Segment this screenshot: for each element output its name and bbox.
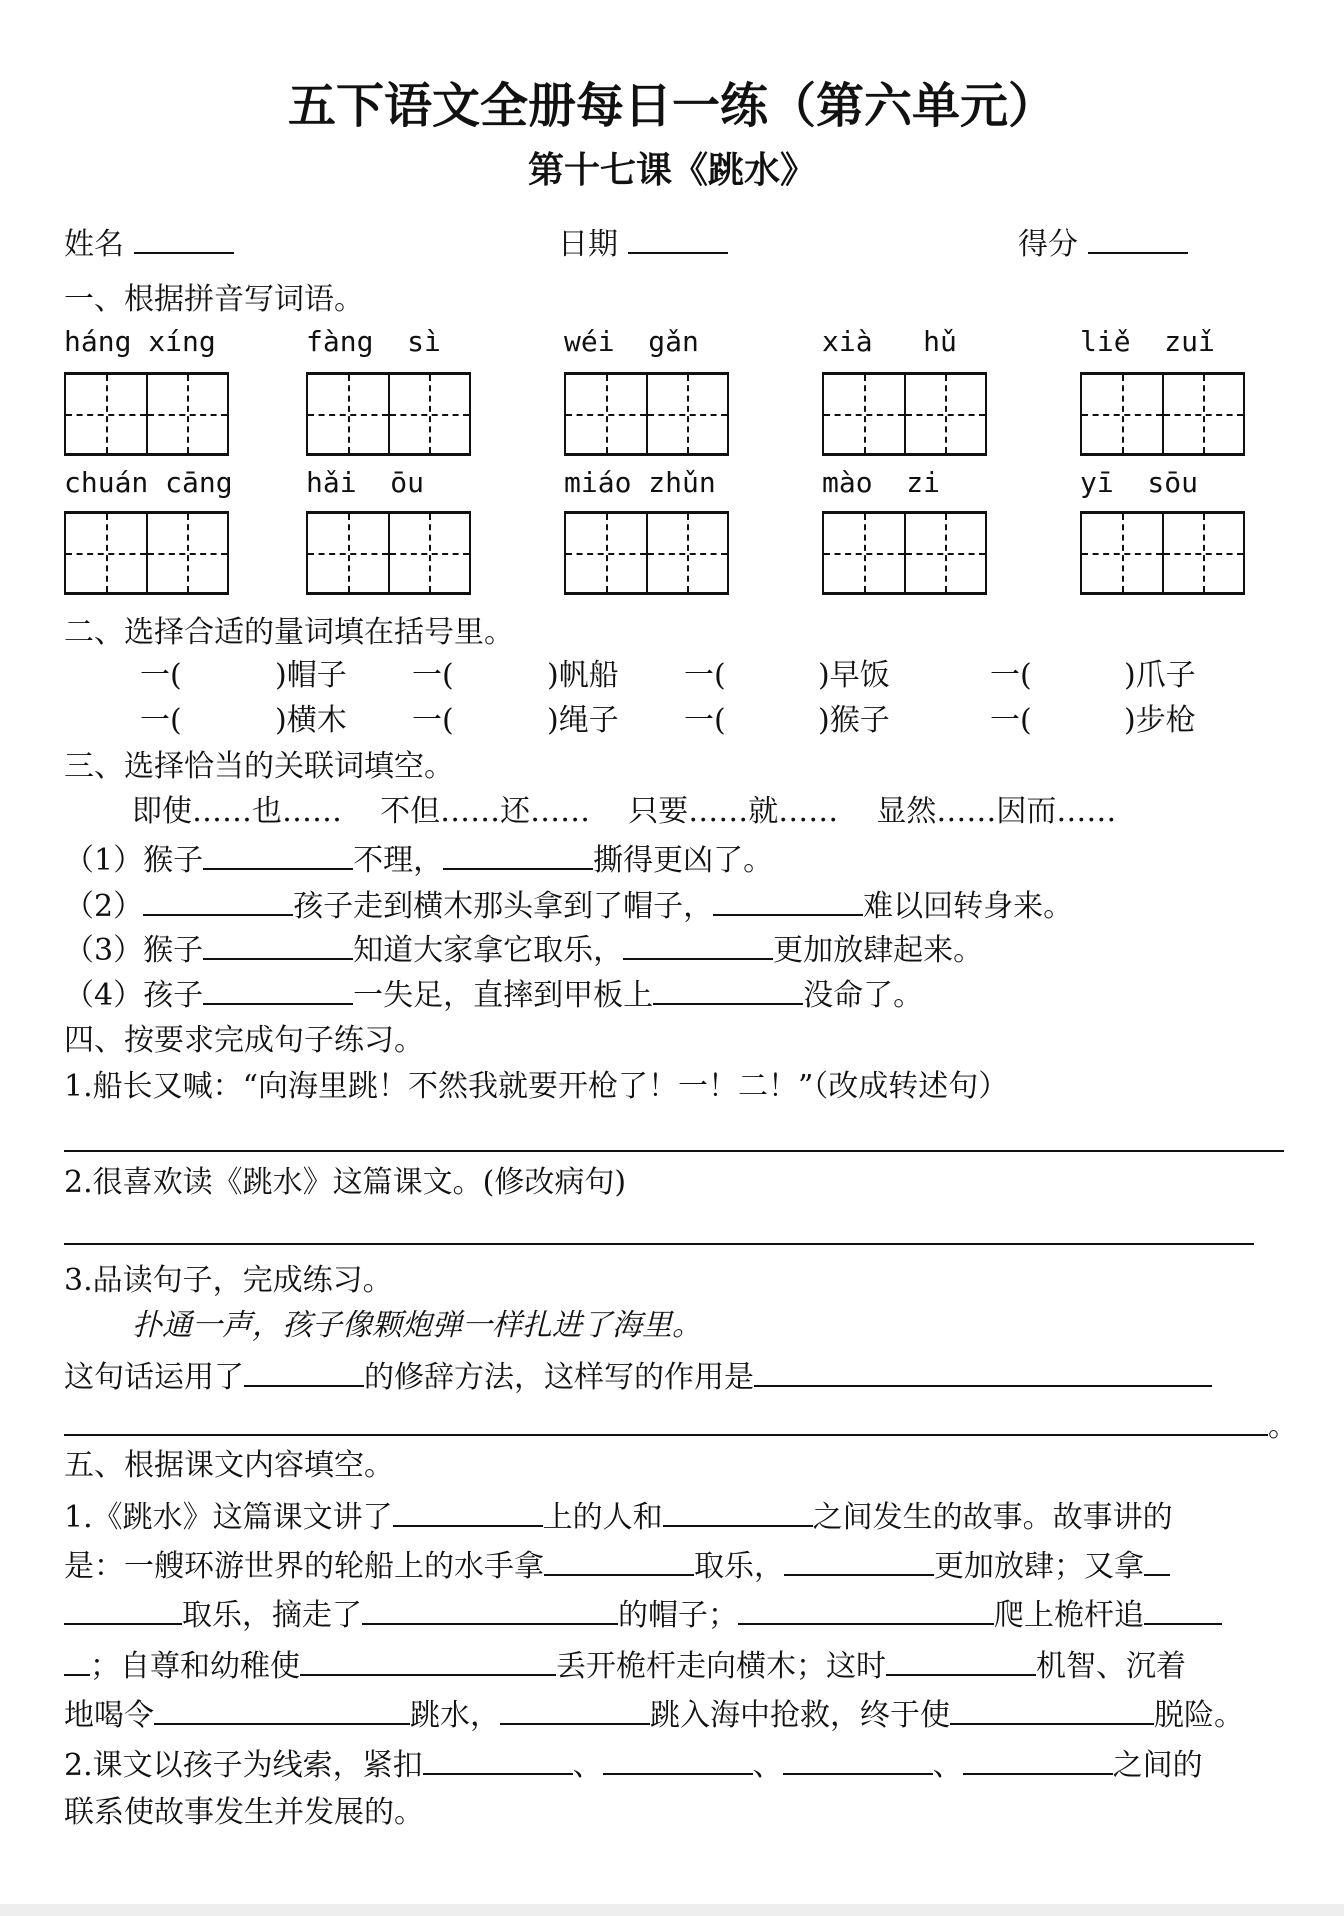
section-3-heading: 三、选择恰当的关联词填空。 [64,749,454,784]
blank[interactable] [500,1693,650,1725]
page-title: 五下语文全册每日一练（第六单元） [287,78,1056,134]
section-2-heading: 二、选择合适的量词填在括号里。 [64,615,514,650]
pinyin-label: wéi gǎn [564,325,699,358]
measure-word-open: 一( [684,658,726,693]
measure-word-input[interactable] [452,656,543,696]
pinyin-label: xià hǔ [822,325,957,358]
date-label: 日期 [558,227,618,262]
section-5-heading: 五、根据课文内容填空。 [64,1448,394,1483]
measure-word-item: )爪子 [1124,658,1196,693]
blank[interactable] [203,838,353,870]
blank[interactable] [64,1404,1268,1436]
measure-word-input[interactable] [180,656,271,696]
s5-line-1: 1.《跳水》这篇课文讲了 上的人和 之间发生的故事。故事讲的 [64,1495,1173,1538]
answer-line[interactable] [64,1243,1254,1245]
measure-word-input[interactable] [180,701,271,741]
blank[interactable] [544,1544,694,1576]
s4-question-2: 2.很喜欢读《跳水》这篇课文。(修改病句) [64,1165,627,1200]
blank[interactable] [754,1355,1212,1387]
blank[interactable] [154,1693,410,1725]
pinyin-label: yī sōu [1080,466,1199,499]
blank[interactable] [143,884,293,916]
character-writing-box[interactable] [564,511,729,595]
blank[interactable] [663,1495,813,1527]
measure-word-input[interactable] [452,701,543,741]
blank[interactable] [64,1644,90,1676]
blank[interactable] [784,1544,934,1576]
s5-line-6: 2.课文以孩子为线索，紧扣 、 、 、 之间的 [64,1743,1203,1786]
blank[interactable] [203,928,353,960]
blank[interactable] [300,1644,556,1676]
answer-line-row: 。 [64,1404,1298,1447]
blank[interactable] [783,1743,933,1775]
quoted-sentence: 扑通一声，孩子像颗炮弹一样扎进了海里。 [132,1308,702,1343]
pinyin-label: chuán cāng [64,466,233,499]
pinyin-label: háng xíng [64,325,216,358]
measure-word-input[interactable] [1030,701,1120,741]
measure-word-item: )帆船 [547,658,619,693]
s5-line-2: 是：一艘环游世界的轮船上的水手拿 取乐， 更加放肆；又拿 [64,1544,1170,1587]
blank[interactable] [603,1743,753,1775]
blank[interactable] [963,1743,1113,1775]
name-label: 姓名 [64,227,124,262]
s3-question-3: （3）猴子 知道大家拿它取乐， 更加放肆起来。 [64,928,983,971]
character-writing-box[interactable] [822,372,987,456]
pinyin-label: hǎi ōu [306,466,425,499]
measure-word-item: )早饭 [818,658,890,693]
measure-word-item: )步枪 [1124,703,1196,738]
measure-word-item: )帽子 [275,658,347,693]
name-blank[interactable] [134,222,234,254]
measure-word-open: 一( [990,703,1032,738]
measure-word-input[interactable] [1030,656,1120,696]
character-writing-box[interactable] [306,372,471,456]
character-writing-box[interactable] [564,372,729,456]
section-1-heading: 一、根据拼音写词语。 [64,282,364,317]
measure-word-input[interactable] [724,701,814,741]
s4-question-1: 1.船长又喊：“向海里跳！不然我就要开枪了！一！二！”（改成转述句） [64,1069,1009,1104]
blank[interactable] [244,1355,364,1387]
character-writing-box[interactable] [64,511,229,595]
blank[interactable] [623,928,773,960]
s5-line-4: ；自尊和幼稚使 丢开桅杆走向横木；这时 机智、沉着 [64,1644,1186,1687]
measure-word-open: 一( [412,703,454,738]
pinyin-label: liě zuǐ [1080,325,1215,358]
blank[interactable] [738,1593,994,1625]
measure-word-item: )猴子 [818,703,890,738]
character-writing-box[interactable] [306,511,471,595]
blank[interactable] [443,838,593,870]
character-writing-box[interactable] [822,511,987,595]
blank[interactable] [713,884,863,916]
name-field[interactable] [64,222,234,265]
date-blank[interactable] [628,222,728,254]
pinyin-label: mào zi [822,466,941,499]
blank[interactable] [362,1593,618,1625]
answer-line[interactable] [64,1150,1284,1152]
score-blank[interactable] [1088,222,1188,254]
blank[interactable] [1144,1544,1170,1576]
character-writing-box[interactable] [1080,511,1245,595]
score-field[interactable] [1018,222,1188,265]
s5-line-7: 联系使故事发生并发展的。 [64,1795,424,1830]
pinyin-label: fàng sì [306,325,441,358]
blank[interactable] [64,1593,182,1625]
measure-word-open: 一( [140,703,182,738]
measure-word-input[interactable] [724,656,814,696]
measure-word-item: )横木 [275,703,347,738]
blank[interactable] [886,1644,1036,1676]
measure-word-open: 一( [990,658,1032,693]
measure-word-open: 一( [412,658,454,693]
s3-question-4: （4）孩子 一失足，直摔到甲板上 没命了。 [64,973,923,1016]
s3-question-2: （2） 孩子走到横木那头拿到了帽子， 难以回转身来。 [64,884,1073,927]
s5-line-3: 取乐，摘走了 的帽子； 爬上桅杆追 [64,1593,1222,1636]
s3-question-1: （1）猴子 不理， 撕得更凶了。 [64,838,773,881]
character-writing-box[interactable] [1080,372,1245,456]
character-writing-box[interactable] [64,372,229,456]
date-field[interactable] [558,222,728,265]
score-label: 得分 [1018,227,1078,262]
blank[interactable] [423,1743,573,1775]
s5-line-5: 地喝令 跳水， 跳入海中抢救，终于使 脱险。 [64,1693,1244,1736]
measure-word-open: 一( [140,658,182,693]
blank[interactable] [653,973,803,1005]
s4-question-3: 3.品读句子，完成练习。 [64,1263,393,1298]
conjunction-options: 即使……也…… 不但……还…… 只要……就…… 显然……因而…… [132,794,1117,829]
pinyin-label: miáo zhǔn [564,466,716,499]
measure-word-item: )绳子 [547,703,619,738]
blank[interactable] [1144,1593,1222,1625]
blank[interactable] [203,973,353,1005]
blank[interactable] [950,1693,1154,1725]
page-bottom-band [0,1904,1344,1916]
section-4-heading: 四、按要求完成句子练习。 [64,1023,424,1058]
lesson-title: 第十七课《跳水》 [527,149,816,191]
s4-question-3a: 这句话运用了 的修辞方法，这样写的作用是 [64,1355,1212,1398]
blank[interactable] [393,1495,543,1527]
measure-word-open: 一( [684,703,726,738]
